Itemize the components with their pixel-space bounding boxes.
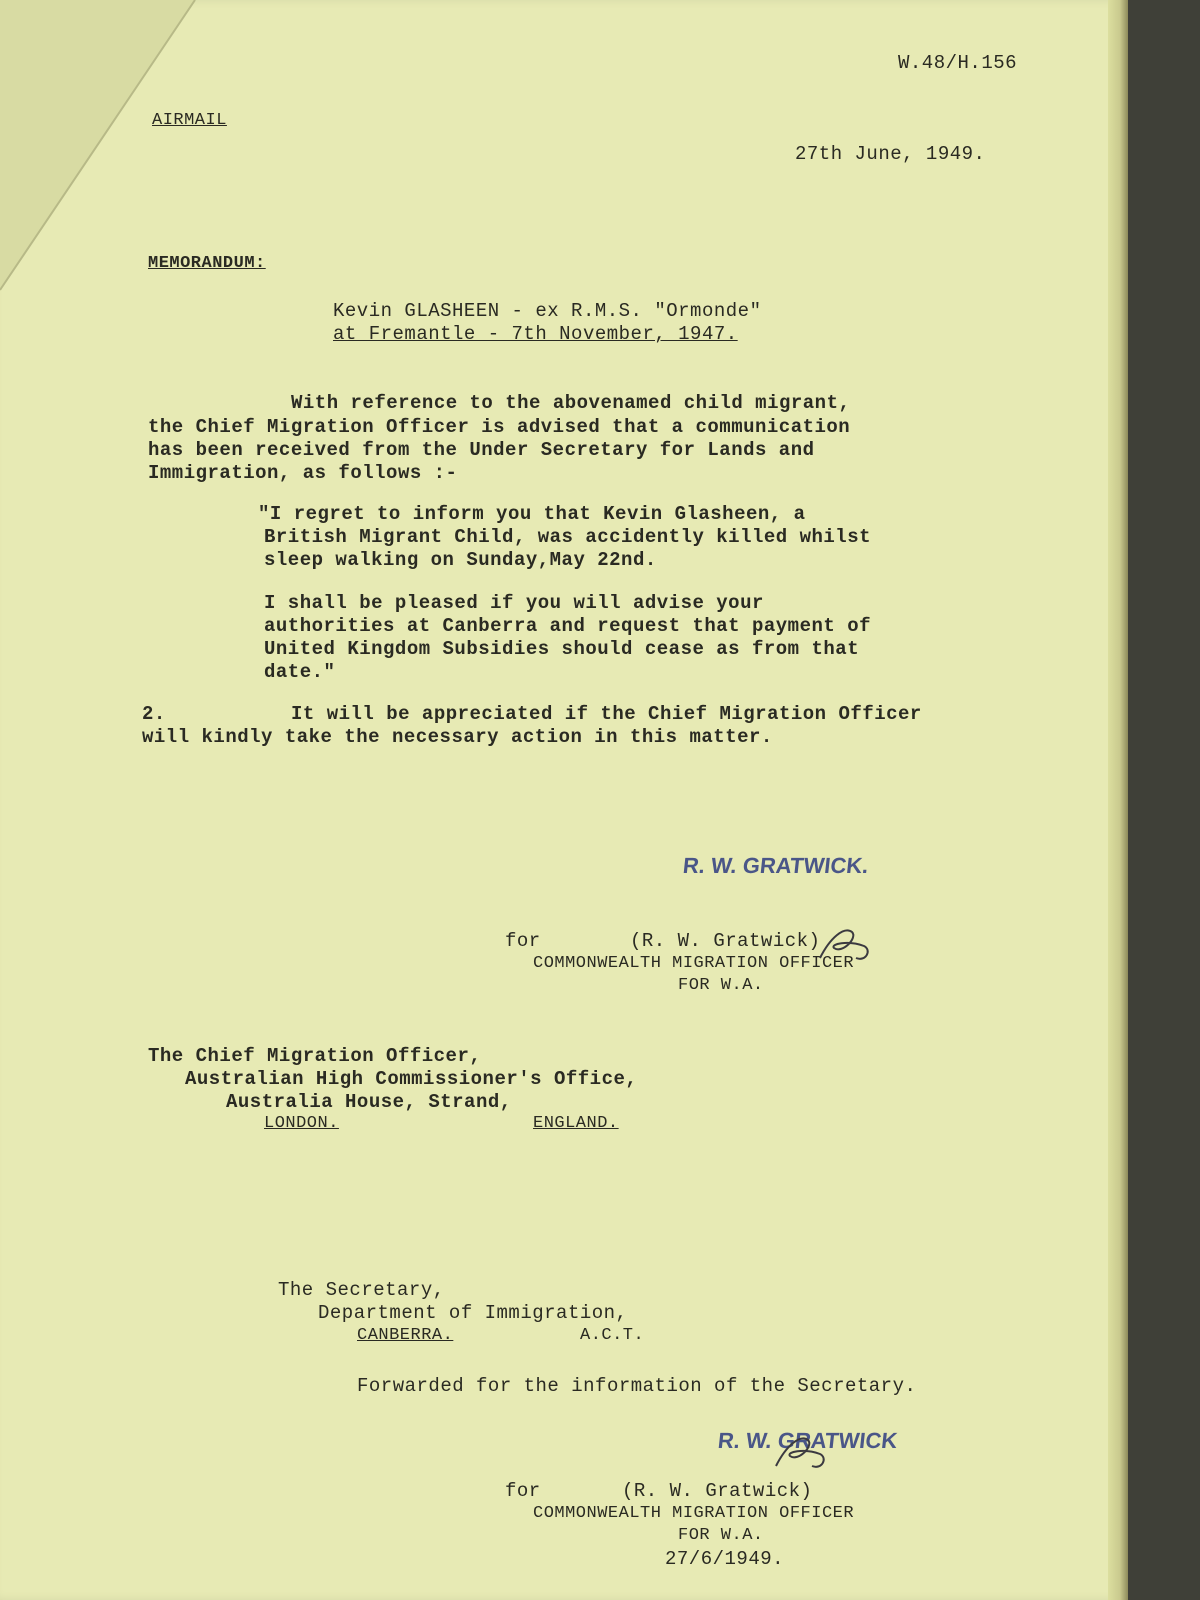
- quote-2-line-1: I shall be pleased if you will advise your: [264, 592, 764, 614]
- paragraph-2-line-2: will kindly take the necessary action in this matter.: [142, 726, 773, 748]
- recipient-1-country: ENGLAND.: [533, 1114, 619, 1133]
- recipient-1-city: LONDON.: [264, 1114, 339, 1133]
- recipient-2-territory: A.C.T.: [580, 1326, 645, 1345]
- recipient-2-city: CANBERRA.: [357, 1326, 454, 1345]
- signature-1-handwritten: [812, 918, 892, 973]
- signature-1-title: COMMONWEALTH MIGRATION OFFICER: [533, 954, 855, 973]
- forwarded-note: Forwarded for the information of the Secretary.: [357, 1375, 917, 1397]
- signature-2-handwritten: [770, 1428, 840, 1483]
- airmail-label: AIRMAIL: [152, 111, 227, 130]
- signature-1-name: (R. W. Gratwick): [630, 930, 821, 952]
- signature-2-title: COMMONWEALTH MIGRATION OFFICER: [533, 1504, 855, 1523]
- document-date: 27th June, 1949.: [795, 143, 986, 165]
- signature-2-date: 27/6/1949.: [665, 1548, 785, 1570]
- file-reference: W.48/H.156: [898, 52, 1018, 74]
- signature-2-name: (R. W. Gratwick): [622, 1480, 813, 1502]
- subject-line-2: at Fremantle - 7th November, 1947.: [333, 323, 738, 345]
- quote-1-line-2: British Migrant Child, was accidently killed whilst: [264, 526, 871, 548]
- paragraph-1-line-1: With reference to the abovenamed child migrant,: [291, 392, 851, 414]
- quote-2-line-3: United Kingdom Subsidies should cease as from that: [264, 638, 860, 660]
- quote-2-line-4: date.": [264, 661, 336, 683]
- paragraph-1-line-3: has been received from the Under Secretary for Lands and: [148, 439, 815, 461]
- recipient-1-line-2: Australian High Commissioner's Office,: [185, 1068, 638, 1090]
- paragraph-1-line-2: the Chief Migration Officer is advised that a communication: [148, 416, 851, 438]
- recipient-2-line-2: Department of Immigration,: [318, 1302, 628, 1324]
- paragraph-2-number: 2.: [142, 703, 166, 725]
- page-edge: [1108, 0, 1128, 1600]
- memorandum-label: MEMORANDUM:: [148, 254, 266, 273]
- signature-stamp-2: R. W. GRATWICK: [716, 1428, 899, 1453]
- signature-1-region: FOR W.A.: [678, 976, 764, 995]
- signature-1-for: for: [505, 930, 541, 952]
- quote-1-line-1: "I regret to inform you that Kevin Glasheen, a: [258, 503, 806, 525]
- recipient-2-line-1: The Secretary,: [278, 1279, 445, 1301]
- signature-2-for: for: [505, 1480, 541, 1502]
- paragraph-2-line-1: It will be appreciated if the Chief Migration Officer: [291, 703, 922, 725]
- quote-2-line-2: authorities at Canberra and request that payment of: [264, 615, 871, 637]
- recipient-1-line-1: The Chief Migration Officer,: [148, 1045, 482, 1067]
- recipient-1-line-3: Australia House, Strand,: [226, 1091, 512, 1113]
- subject-line-1: Kevin GLASHEEN - ex R.M.S. "Ormonde": [333, 300, 762, 322]
- paragraph-1-line-4: Immigration, as follows :-: [148, 462, 458, 484]
- quote-1-line-3: sleep walking on Sunday,May 22nd.: [264, 549, 657, 571]
- signature-2-region: FOR W.A.: [678, 1526, 764, 1545]
- signature-stamp-1: R. W. GRATWICK.: [681, 853, 870, 878]
